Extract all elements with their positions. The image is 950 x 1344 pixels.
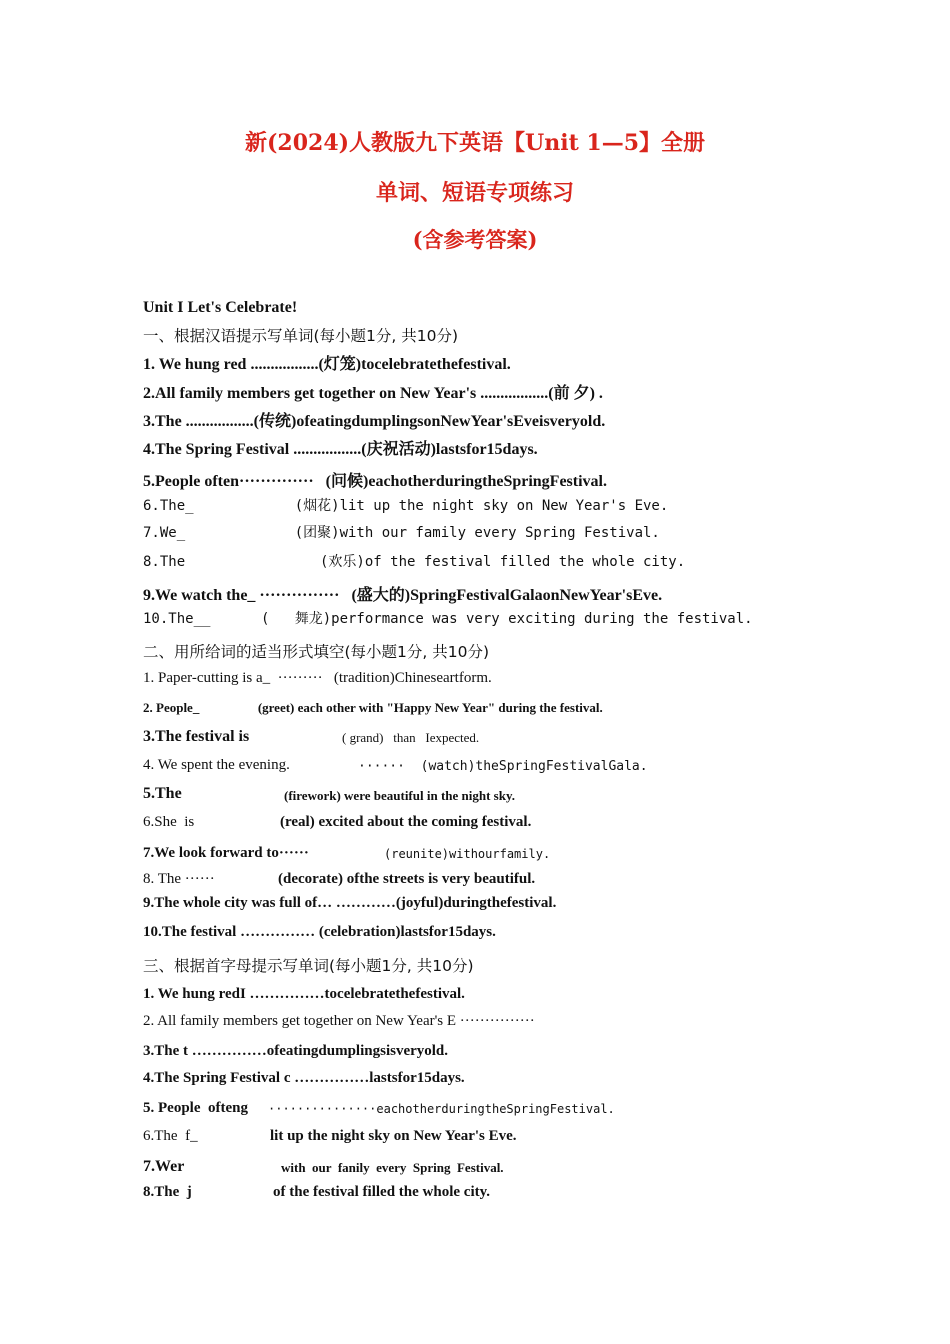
exercise-line-rest: (decorate) ofthe streets is very beautiful. xyxy=(278,871,536,887)
exercise-line: 8.The j xyxy=(143,1184,192,1200)
section-heading: 二、用所给词的适当形式填空(每小题1分, 共10分) xyxy=(143,643,490,661)
exercise-line: 6.The_ (烟花)lit up the night sky on New Year's Eve. xyxy=(143,498,669,514)
exercise-line: 2. People_ (greet) each other with "Happy New Year" during the festival. xyxy=(143,700,603,715)
exercise-line: 9.We watch the_ ··············· (盛大的)SpringFestivalGalaonNewYear'sEve. xyxy=(143,587,663,604)
exercise-line: 9.The whole city was full of… …………(joyful)duringthefestival. xyxy=(143,895,557,911)
exercise-line: 8.The (欢乐)of the festival filled the whole city. xyxy=(143,554,686,570)
exercise-line: 10.The festival …………… (celebration)lastsfor15days. xyxy=(143,924,496,940)
exercise-line: 4. We spent the evening. xyxy=(143,757,290,773)
section-heading: 一、根据汉语提示写单词(每小题1分, 共10分) xyxy=(143,327,459,345)
exercise-line: 1. Paper-cutting is a_ ········· (tradition)Chineseartform. xyxy=(143,670,492,686)
exercise-line: 3.The festival is xyxy=(143,728,250,745)
exercise-line: 2.All family members get together on New Year's .................(前 夕) . xyxy=(143,385,603,402)
document-title: 新(2024)人教版九下英语【Unit 1—5】全册 xyxy=(244,130,706,156)
exercise-line-rest: (real) excited about the coming festival. xyxy=(280,814,532,830)
answer-note: (含参考答案) xyxy=(412,227,538,252)
exercise-line: 3.The .................(传统)ofeatingdumplingsonNewYear'sEveisveryold. xyxy=(143,413,606,430)
exercise-line: 10.The__ ( 舞龙)performance was very exciting during the festival. xyxy=(143,611,753,627)
exercise-line: 7.Wer xyxy=(143,1158,185,1175)
exercise-line: 4.The Spring Festival .................(庆祝活动)lastsfor15days. xyxy=(143,441,538,458)
exercise-line: 3.The t ……………ofeatingdumplingsisveryold. xyxy=(143,1043,449,1059)
exercise-line: 4.The Spring Festival c ……………lastsfor15days. xyxy=(143,1070,465,1086)
exercise-line-rest: ···············eachotherduringtheSpringFestival. xyxy=(268,1102,615,1116)
exercise-line: 6.The f_ xyxy=(143,1128,198,1144)
exercise-line: 2. All family members get together on New Year's E ··············· xyxy=(143,1013,535,1029)
exercise-line-rest: ······ (watch)theSpringFestivalGala. xyxy=(358,759,648,774)
section-heading: 三、根据首字母提示写单词(每小题1分, 共10分) xyxy=(143,957,474,975)
exercise-line-rest: ( grand) than Iexpected. xyxy=(342,730,480,745)
exercise-line-rest: (reunite)withourfamily. xyxy=(384,847,551,861)
exercise-line: 1. We hung red .................(灯笼)tocelebratethefestival. xyxy=(143,356,511,373)
exercise-line: 7.We look forward to······ xyxy=(143,845,309,861)
document-subtitle: 单词、短语专项练习 xyxy=(375,180,574,206)
exercise-line-rest: (firework) were beautiful in the night sky. xyxy=(284,788,515,803)
exercise-line-rest: with our fanily every Spring Festival. xyxy=(281,1160,504,1175)
unit-title: Unit I Let's Celebrate! xyxy=(143,299,298,316)
exercise-line: 8. The ······ xyxy=(143,871,215,887)
exercise-line-rest: of the festival filled the whole city. xyxy=(273,1184,491,1200)
exercise-line: 7.We_ (团聚)with our family every Spring Festival. xyxy=(143,525,660,541)
exercise-line: 5.People often·············· (问候)eachotherduringtheSpringFestival. xyxy=(143,473,608,490)
exercise-line: 5. People ofteng xyxy=(143,1100,248,1116)
exercise-line: 1. We hung redI ……………tocelebratethefestival. xyxy=(143,986,465,1002)
exercise-line-rest: lit up the night sky on New Year's Eve. xyxy=(270,1128,517,1144)
exercise-line: 6.She is xyxy=(143,814,195,830)
exercise-line: 5.The xyxy=(143,785,182,802)
